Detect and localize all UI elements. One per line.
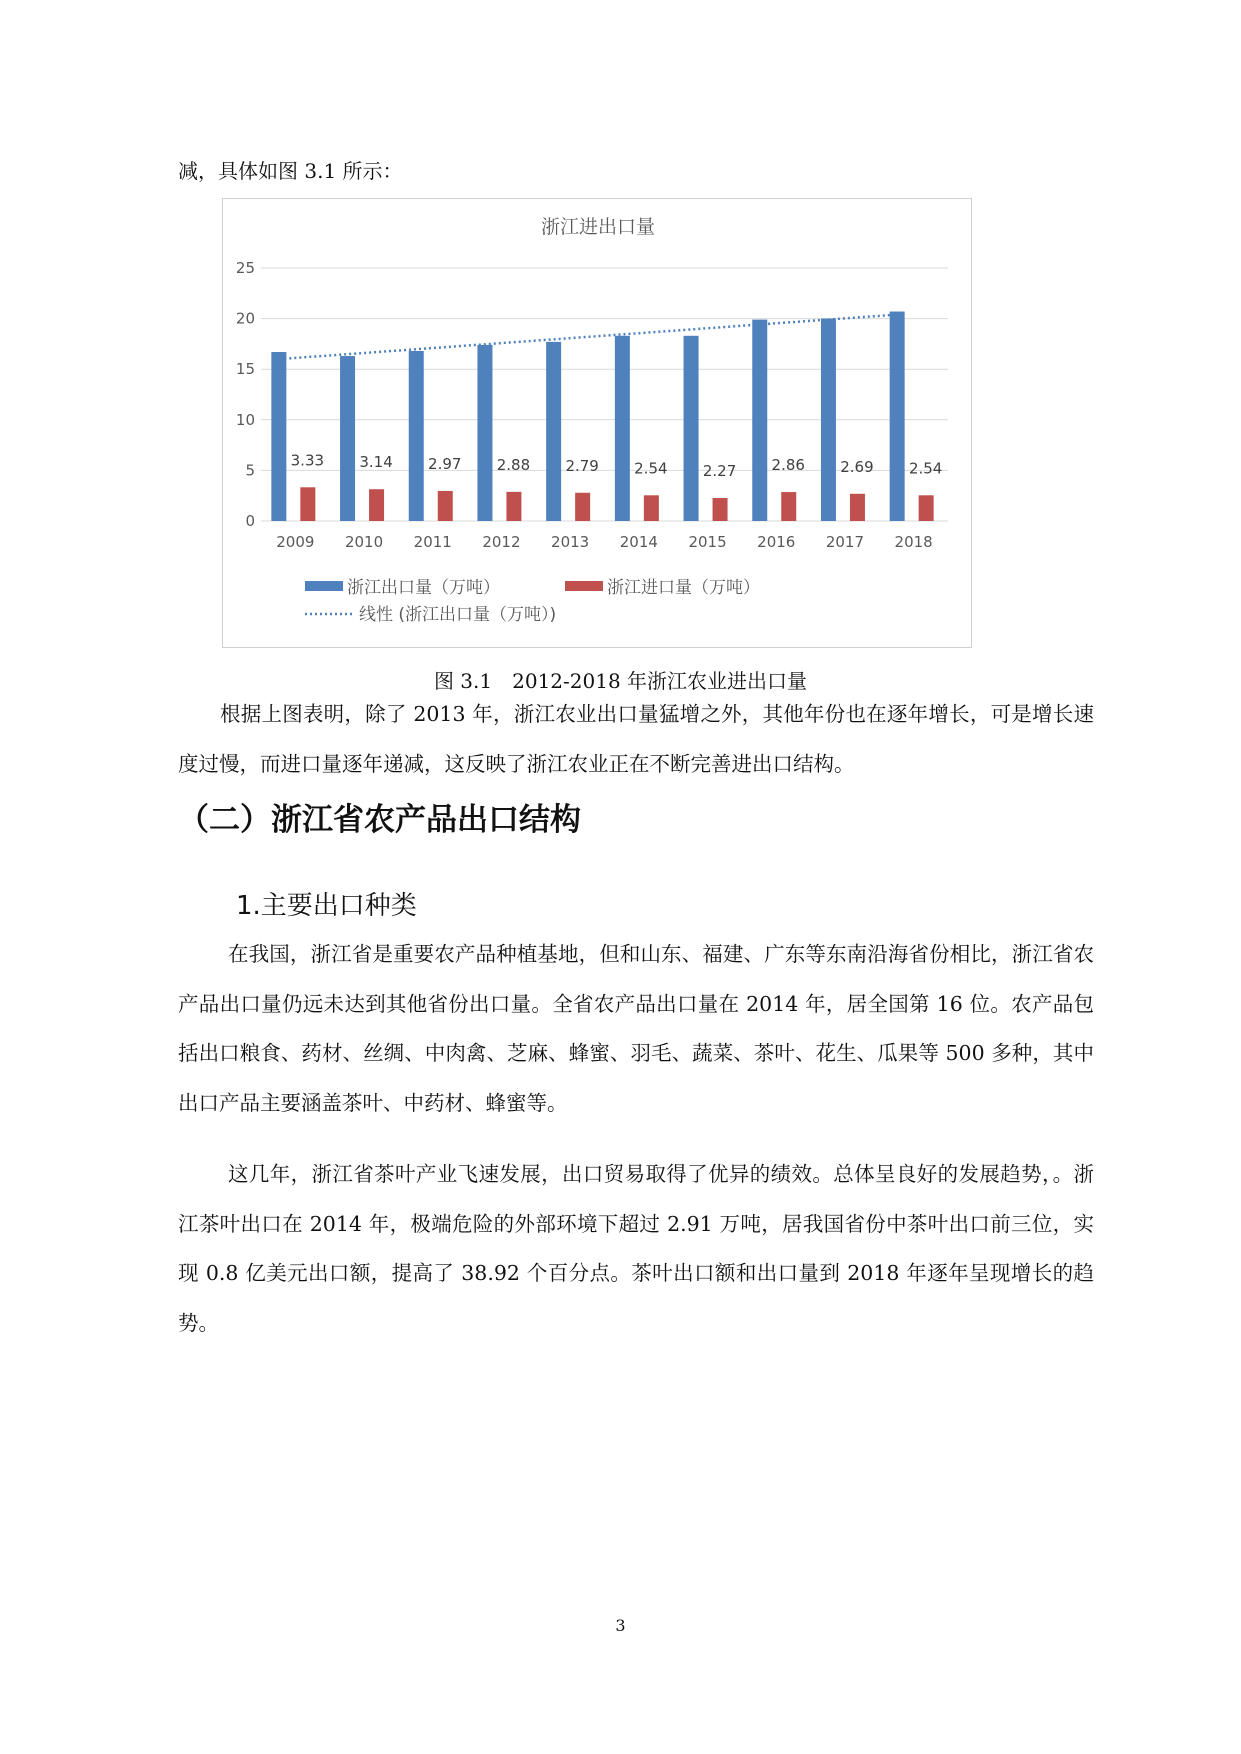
x-tick-label: 2012	[482, 533, 521, 551]
legend-label-export: 浙江出口量（万吨）	[347, 578, 500, 598]
x-tick-label: 2013	[551, 533, 590, 551]
bar-import-2014	[644, 495, 659, 521]
bar-export-2013	[546, 342, 561, 521]
x-tick-label: 2010	[344, 533, 384, 551]
bar-import-2010	[369, 489, 384, 521]
data-label-import-2011: 2.97	[428, 454, 462, 473]
chart-svg	[223, 199, 973, 649]
paragraph-2: 在我国，浙江省是重要农产品种植基地，但和山东、福建、广东等东南沿海省份相比，浙江省农产品出口量仍远未达到其他省份出口量。全省农产品出口量在 2014 年，居全国第 16 位。农产品包括出口粮食、药材、丝绸、中肉禽、芝麻、蜂蜜、羽毛、蔬菜、茶叶、花生、瓜果等 500 多种，其中出口产品主要涵盖茶叶、中药材、蜂蜜等。	[178, 942, 1094, 1115]
bar-export-2011	[409, 351, 424, 521]
data-label-import-2014: 2.54	[634, 459, 668, 478]
paragraph-1: 根据上图表明，除了 2013 年，浙江农业出口量猛增之外，其他年份也在逐年增长，可是增长速度过慢，而进口量逐年递减，这反映了浙江农业正在不断完善进出口结构。	[178, 702, 1094, 776]
bar-export-2009	[271, 352, 286, 521]
data-label-import-2018: 2.54	[908, 459, 943, 478]
bar-import-2013	[575, 493, 590, 521]
bar-export-2010	[340, 356, 355, 521]
data-label-import-2016: 2.86	[771, 456, 805, 475]
trendline	[279, 315, 897, 360]
bar-import-2017	[850, 494, 865, 521]
data-label-import-2015: 2.27	[702, 462, 737, 481]
section-heading: （二）浙江省农产品出口结构	[178, 802, 581, 838]
x-tick-label: 2018	[894, 533, 933, 551]
bar-export-2016	[752, 320, 767, 521]
data-label-import-2009: 3.33	[290, 451, 325, 470]
data-label-import-2013: 2.79	[565, 456, 599, 475]
paragraph-3: 这几年，浙江省茶叶产业飞速发展，出口贸易取得了优异的绩效。总体呈良好的发展趋势，。浙江茶叶出口在 2014 年，极端危险的外部环境下超过 2.91 万吨，居我国省份中茶叶出口前三位，实现 0.8 亿美元出口额，提高了 38.92 个百分点。茶叶出口额和出口量到 2018 年逐年呈现增长的趋势。	[178, 1162, 1094, 1335]
x-tick-label: 2009	[276, 533, 315, 551]
bar-import-2016	[781, 492, 796, 521]
legend-label-import: 浙江进口量（万吨）	[607, 578, 760, 598]
x-tick-label: 2011	[413, 533, 452, 551]
y-tick-label: 5	[245, 461, 255, 480]
y-tick-label: 20	[235, 309, 255, 328]
bar-export-2014	[615, 336, 630, 521]
x-tick-label: 2014	[619, 533, 658, 551]
bar-import-2011	[438, 491, 453, 521]
bar-export-2018	[890, 312, 905, 521]
page-number: 3	[615, 1616, 626, 1635]
data-label-import-2012: 2.88	[496, 455, 531, 474]
bar-export-2017	[821, 319, 836, 521]
bar-import-2015	[713, 498, 728, 521]
data-label-import-2010: 3.14	[359, 453, 393, 472]
bar-import-2009	[300, 487, 315, 521]
y-tick-label: 0	[245, 512, 255, 530]
bar-import-2012	[506, 492, 521, 521]
legend-swatch-import	[565, 581, 603, 591]
data-label-import-2017: 2.69	[840, 457, 874, 476]
legend-label-trendline: 线性 (浙江出口量（万吨）)	[359, 605, 557, 625]
subsection-heading: 1.主要出口种类	[236, 891, 417, 921]
x-tick-label: 2016	[757, 533, 796, 551]
chart-figure	[222, 198, 972, 648]
legend-swatch-export	[305, 581, 343, 591]
y-tick-label: 25	[235, 259, 255, 277]
x-tick-label: 2017	[825, 533, 865, 551]
chart-title: 浙江进出口量	[540, 216, 656, 238]
y-tick-label: 15	[235, 360, 255, 379]
x-tick-label: 2015	[688, 533, 727, 551]
y-tick-label: 10	[235, 410, 255, 429]
bar-import-2018	[919, 495, 934, 521]
intro-line: 减，具体如图 3.1 所示：	[178, 159, 403, 183]
bar-export-2012	[477, 345, 492, 521]
figure-caption: 图 3.1 2012-2018 年浙江农业进出口量	[433, 669, 808, 693]
bar-export-2015	[684, 336, 699, 521]
